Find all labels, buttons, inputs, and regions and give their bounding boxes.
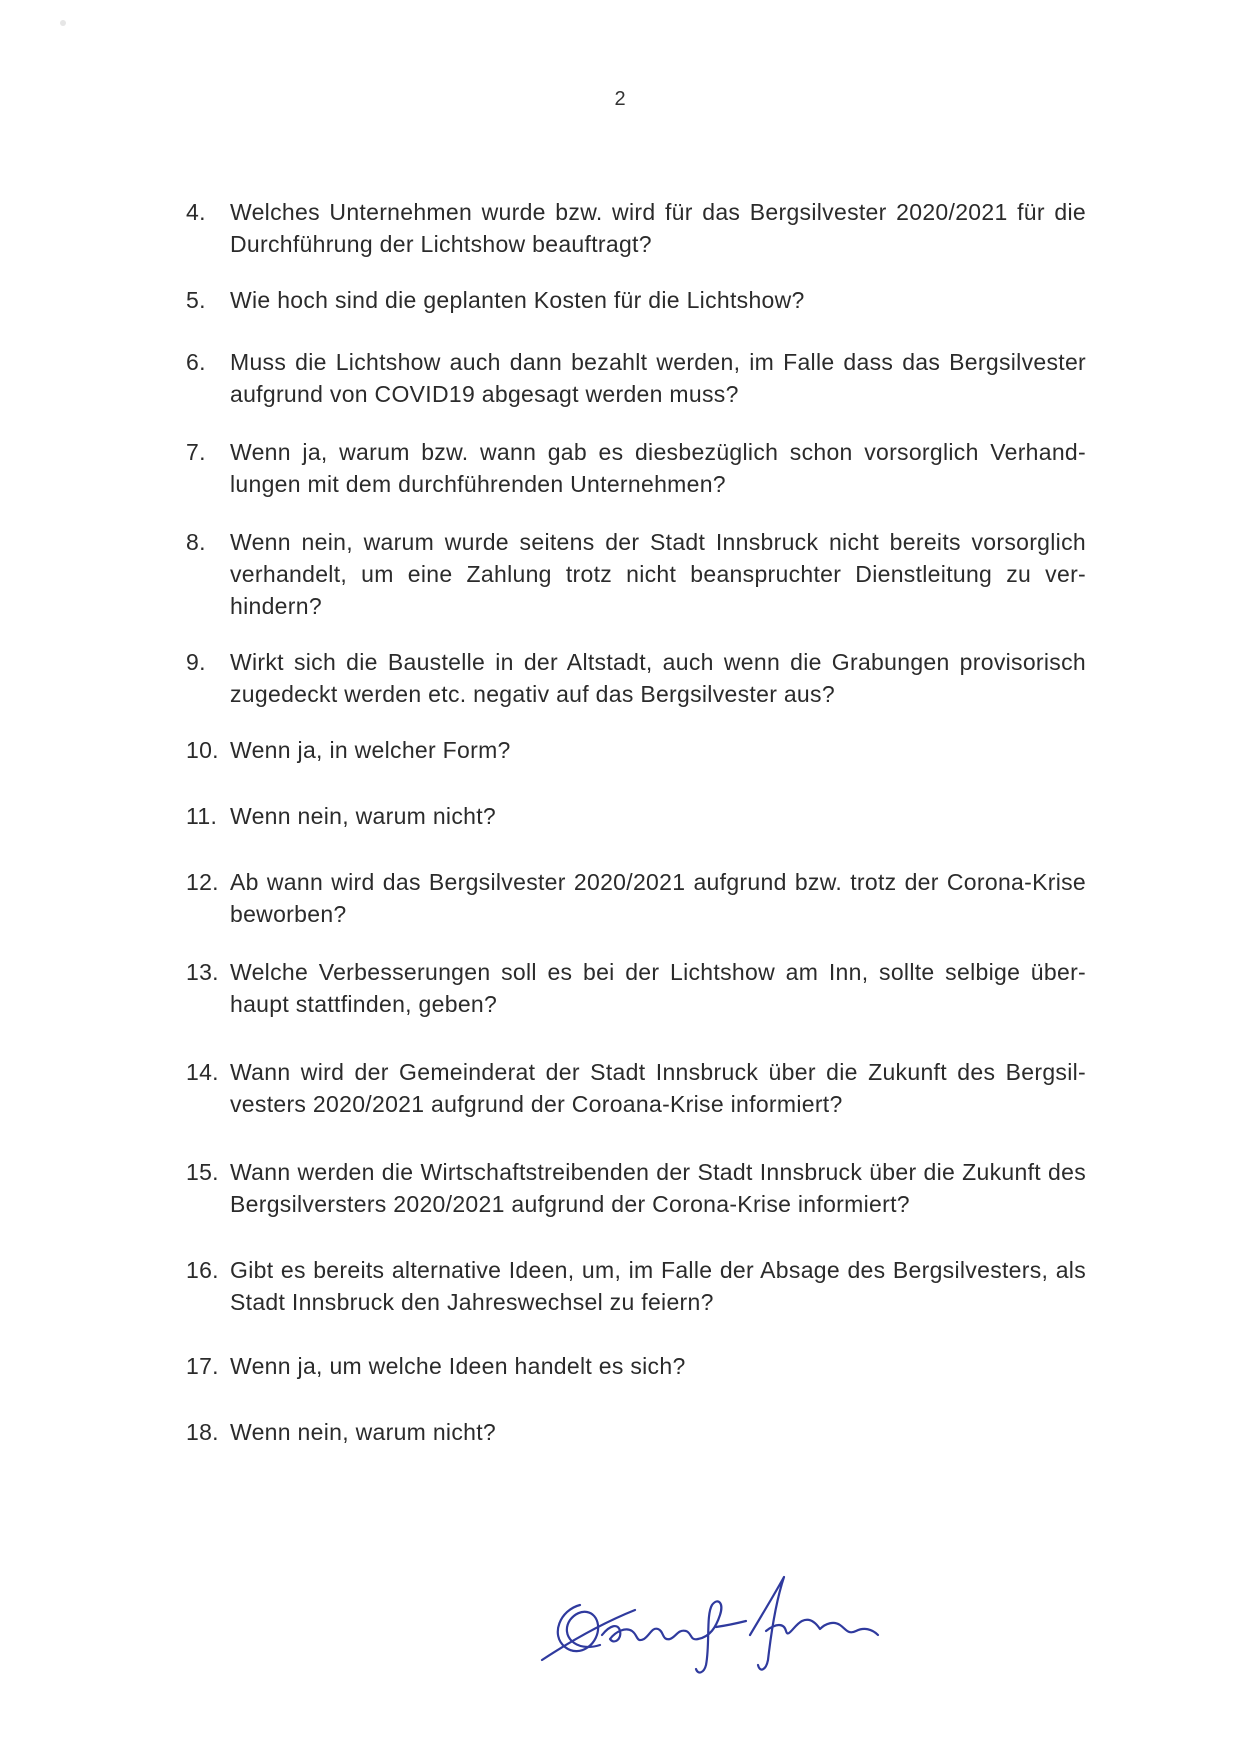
question-text: Wenn nein, warum nicht?: [230, 803, 496, 829]
signature-stroke: [696, 1601, 721, 1672]
question-text: Ab wann wird das Bergsilvester 2020/2021 aufgrund bzw. trotz der Corona-Krise beworben?: [230, 869, 1086, 927]
question-number: 16.: [186, 1257, 219, 1283]
question-text: Wann wird der Gemeinderat der Stadt Innsbruck über die Zukunft des Bergsil-vesters 2020/2021 aufgrund der Coroana-Krise informiert?: [230, 1059, 1086, 1117]
question-text: Wenn ja, warum bzw. wann gab es diesbezüglich schon vorsorglich Verhand-lungen mit dem durchführenden Unternehmen?: [230, 439, 1086, 497]
question-text: Wenn nein, warum nicht?: [230, 1419, 496, 1445]
list-item: [186, 1350, 1086, 1382]
question-text: Welche Verbesserungen soll es bei der Lichtshow am Inn, sollte selbige über-haupt stattfinden, geben?: [230, 959, 1086, 1017]
question-text: Muss die Lichtshow auch dann bezahlt werden, im Falle dass das Bergsilvester aufgrund von COVID19 abgesagt werden muss?: [230, 349, 1086, 407]
list-item: [186, 1156, 1086, 1220]
question-number: 14.: [186, 1059, 219, 1085]
list-item: [186, 646, 1086, 710]
list-item: [186, 526, 1086, 622]
list-item: [186, 1416, 1086, 1448]
signature-stroke: [602, 1626, 698, 1641]
question-number: 18.: [186, 1419, 219, 1445]
question-number: 8.: [186, 529, 206, 555]
question-text: Wie hoch sind die geplanten Kosten für die Lichtshow?: [230, 287, 805, 313]
question-number: 4.: [186, 199, 206, 225]
question-text: Welches Unternehmen wurde bzw. wird für das Bergsilvester 2020/2021 für die Durchführung der Lichtshow beauftragt?: [230, 199, 1086, 257]
signature-stroke: [716, 1621, 746, 1627]
question-number: 13.: [186, 959, 219, 985]
question-text: Gibt es bereits alternative Ideen, um, im Falle der Absage des Bergsilvesters, als Stadt Innsbruck den Jahreswechsel zu feiern?: [230, 1257, 1086, 1315]
question-text: Wirkt sich die Baustelle in der Altstadt, auch wenn die Grabungen provisorisch zugedeckt werden etc. negativ auf das Bergsilvester aus?: [230, 649, 1086, 707]
question-number: 5.: [186, 287, 206, 313]
question-number: 15.: [186, 1159, 219, 1185]
page-number: 2: [614, 88, 626, 110]
question-number: 17.: [186, 1353, 219, 1379]
scan-artifact: [60, 20, 66, 26]
list-item: [186, 196, 1086, 260]
question-number: 11.: [186, 803, 218, 829]
list-item: [186, 800, 1086, 832]
list-item: [186, 956, 1086, 1020]
list-item: [186, 346, 1086, 410]
question-number: 7.: [186, 439, 206, 465]
handwritten-signature: [540, 1565, 900, 1680]
question-text: Wenn ja, um welche Ideen handelt es sich?: [230, 1353, 686, 1379]
list-item: [186, 284, 1086, 316]
question-text: Wenn ja, in welcher Form?: [230, 737, 511, 763]
question-text: Wann werden die Wirtschaftstreibenden der Stadt Innsbruck über die Zukunft des Bergsilversters 2020/2021 aufgrund der Corona-Krise informiert?: [230, 1159, 1086, 1217]
signature-stroke: [766, 1620, 878, 1635]
signature-stroke: [750, 1577, 784, 1670]
list-item: [186, 1254, 1086, 1318]
question-number: 9.: [186, 649, 206, 675]
list-item: [186, 734, 1086, 766]
list-item: [186, 866, 1086, 930]
question-number: 10.: [186, 737, 219, 763]
question-number: 6.: [186, 349, 206, 375]
question-number: 12.: [186, 869, 219, 895]
list-item: [186, 1056, 1086, 1120]
list-item: [186, 436, 1086, 500]
question-text: Wenn nein, warum wurde seitens der Stadt Innsbruck nicht bereits vorsorglich verhandelt, um eine Zahlung trotz nicht beanspruchter Dienstleitung zu ver-hindern?: [230, 529, 1086, 619]
